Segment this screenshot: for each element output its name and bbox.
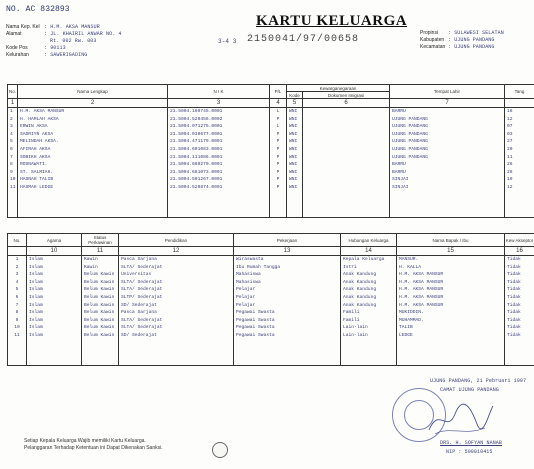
header-right bbox=[420, 26, 504, 50]
table-cell: BARRU bbox=[392, 162, 406, 168]
table-cell: WNI bbox=[289, 116, 298, 122]
table-cell: P bbox=[276, 116, 280, 122]
table-cell: Belum Kawin bbox=[84, 332, 115, 338]
table-cell: Islam bbox=[29, 310, 43, 316]
table-cell: Islam bbox=[29, 264, 43, 270]
punch-hole bbox=[212, 442, 228, 458]
table-cell: 3 bbox=[15, 272, 19, 278]
table-cell: 21.5004.501267.0001 bbox=[170, 177, 223, 183]
col-number: 7 bbox=[390, 99, 505, 108]
table-cell: Belum Kawin bbox=[84, 325, 115, 331]
table-cell: Anak Kandung bbox=[343, 279, 377, 285]
table-cell: 10 bbox=[14, 325, 20, 331]
table-cell: TALIB bbox=[399, 325, 413, 331]
document-number: 2150041/97/00658 bbox=[247, 34, 360, 45]
table-cell: 21.5004.681073.0001 bbox=[170, 169, 223, 175]
table-cell: Belum Kawin bbox=[84, 294, 115, 300]
table-cell: 9 bbox=[10, 169, 13, 175]
table-cell: 7 bbox=[10, 154, 13, 160]
table-cell: Ibu Rumah Tangga bbox=[236, 264, 281, 270]
table-cell: P bbox=[276, 131, 280, 137]
table-cell: 1 bbox=[15, 257, 19, 262]
signature-name: DRS. H. SOFYAN NANAB bbox=[440, 440, 503, 446]
signature-office: CAMAT UJUNG PANDANG bbox=[440, 387, 499, 393]
table-cell: 21.5004.471179.0001 bbox=[170, 139, 223, 145]
col-header-akseptor: Kew Akseptor bbox=[505, 234, 534, 247]
family-details-table bbox=[7, 233, 534, 366]
table-cell: MANSUR. bbox=[399, 257, 419, 262]
table-cell: Pelajar bbox=[236, 294, 256, 300]
table-cell: SOBIKH AKSA bbox=[20, 154, 51, 160]
col-nama-ortu bbox=[397, 256, 505, 366]
table-cell: Tidak bbox=[507, 310, 521, 316]
table-cell: WNI bbox=[289, 162, 298, 168]
table-cell: 12 bbox=[507, 184, 513, 190]
header-field-address: Alamat : JL. KHAIRIL ANWAR NO. 4 bbox=[6, 31, 122, 37]
table-cell: 2 bbox=[15, 264, 19, 270]
table-cell: Pelajar bbox=[236, 302, 256, 308]
col-no bbox=[8, 256, 27, 366]
table-cell: Islam bbox=[29, 257, 43, 262]
table-cell: SLTA/ Sederajat bbox=[121, 287, 163, 293]
table-cell: SADRIYN AKSA bbox=[20, 131, 54, 137]
table-cell: SD/ Sederajat bbox=[121, 302, 157, 308]
table-cell: UJUNG PANDANG bbox=[392, 116, 428, 122]
col-nama bbox=[18, 108, 168, 218]
table-cell: Wiraswasta bbox=[236, 257, 264, 262]
table-cell: 4 bbox=[10, 131, 13, 137]
table-cell: P bbox=[276, 139, 280, 145]
table-cell: MUHAMMAD. bbox=[399, 317, 424, 323]
table-cell: BARRU bbox=[392, 169, 406, 175]
table-cell: Anak Kandung bbox=[343, 302, 377, 308]
table-cell: WNI bbox=[289, 184, 298, 190]
serial-number: NO. AC 832893 bbox=[6, 5, 70, 14]
col-header-no: No. bbox=[8, 85, 18, 99]
table-cell: UJUNG PANDANG bbox=[392, 131, 428, 137]
header-field-district: Kecamatan : UJUNG PANDANG bbox=[420, 44, 495, 50]
col-pekerjaan bbox=[234, 256, 341, 366]
table-cell: 21.5004.030677.0001 bbox=[170, 131, 223, 137]
table-cell: HASMAH LEDGE bbox=[20, 184, 54, 190]
table-cell: Islam bbox=[29, 317, 43, 323]
table-cell: 5 bbox=[15, 287, 19, 293]
table-cell: 6 bbox=[15, 294, 19, 300]
footer-note-1: Setiap Kepala Keluarga Wajib memiliki Kartu Keluarga. bbox=[24, 438, 146, 444]
col-number: 4 bbox=[270, 99, 287, 108]
table-cell: 27 bbox=[507, 139, 513, 145]
table-cell: UJUNG PANDANG bbox=[392, 154, 428, 160]
col-status bbox=[82, 256, 119, 366]
table-cell: SLTP/ Sederajat bbox=[121, 294, 163, 300]
table-cell: Islam bbox=[29, 287, 43, 293]
table-cell: Mahasiswa bbox=[236, 279, 261, 285]
col-number: 2 bbox=[18, 99, 168, 108]
col-number: 6 bbox=[303, 99, 390, 108]
header-field-regency: Kabupaten : UJUNG PANDANG bbox=[420, 37, 495, 43]
table-cell: HASNAH TALIB bbox=[20, 177, 54, 183]
col-number: 1 bbox=[8, 99, 18, 108]
col-kode bbox=[287, 108, 303, 218]
table-cell: 6 bbox=[10, 146, 13, 152]
table-cell: SLTA/ Sederajat bbox=[121, 325, 163, 331]
col-number: 13 bbox=[234, 247, 341, 256]
col-header-kode: Kode bbox=[287, 92, 303, 99]
table-cell: SLTA/ Sederajat bbox=[121, 317, 163, 323]
col-tanggal bbox=[505, 108, 534, 218]
table-cell: 8 bbox=[15, 310, 19, 316]
table-cell: Famili bbox=[343, 310, 360, 316]
table-cell: MELINDAH AKSA. bbox=[20, 139, 59, 145]
table-cell: Belum Kawin bbox=[84, 279, 115, 285]
table-cell: 16 bbox=[507, 109, 513, 114]
table-cell: 12 bbox=[507, 116, 513, 122]
table-cell: 9 bbox=[15, 317, 19, 323]
header-field-postcode: Kode Pos : 90113 bbox=[6, 45, 66, 51]
table-cell: 10 bbox=[507, 177, 513, 183]
signature-place-date: UJUNG PANDANG, 21 Pebruari 1997 bbox=[430, 378, 527, 384]
table-cell: 11 bbox=[14, 332, 20, 338]
table-cell: BARRU bbox=[392, 109, 406, 114]
table-cell: P bbox=[276, 146, 280, 152]
col-header-hubungan: Hubungan Keluarga bbox=[341, 234, 397, 247]
table-cell: H.M. AKSA MANSUR bbox=[399, 279, 444, 285]
col-header-pekerjaan: Pekerjaan bbox=[234, 234, 341, 247]
table-cell: UJUNG PANDANG bbox=[392, 139, 428, 145]
table-cell: H.M. AKSA MANSUR bbox=[399, 302, 444, 308]
col-agama bbox=[27, 256, 82, 366]
table-cell: Lain-lain bbox=[343, 332, 368, 338]
table-cell: Tidak bbox=[507, 264, 521, 270]
table-cell: Islam bbox=[29, 302, 43, 308]
col-header-nama: Nama Lengkap bbox=[18, 85, 168, 99]
family-members-table bbox=[7, 84, 534, 218]
table-cell: SLTA/ Sederajat bbox=[121, 279, 163, 285]
col-tempat-lahir bbox=[390, 108, 505, 218]
table-cell: Belum Kawin bbox=[84, 287, 115, 293]
table-cell: WNI bbox=[289, 154, 298, 160]
table-cell: 21.5004.111086.0001 bbox=[170, 154, 223, 160]
table-cell: 21.5004.520456.0002 bbox=[170, 116, 223, 122]
table-cell: Belum Kawin bbox=[84, 310, 115, 316]
table-cell: Pelajar bbox=[236, 287, 256, 293]
table-cell: SLTA/ Sederajat bbox=[121, 264, 163, 270]
table-cell: L bbox=[276, 124, 280, 130]
col-header-nik: N I K bbox=[168, 85, 270, 99]
col-header-tanggal: Tang bbox=[505, 85, 534, 99]
col-header-dokumen: Dokumen Imigrasi bbox=[303, 92, 390, 99]
table-cell: Tidak bbox=[507, 325, 521, 331]
table-cell: Tidak bbox=[507, 279, 521, 285]
table-cell: UJUNG PANDANG bbox=[392, 146, 428, 152]
table-cell: 21.5004.071275.0001 bbox=[170, 124, 223, 130]
table-cell: 26 bbox=[507, 162, 513, 168]
col-number: 3 bbox=[168, 99, 270, 108]
table-cell: H.M. AKSA MANSUR bbox=[399, 294, 444, 300]
col-number: 14 bbox=[341, 247, 397, 256]
table-cell: WNI bbox=[289, 124, 298, 130]
table-cell: H. HAMLAH AKSA bbox=[20, 116, 59, 122]
header-field-province: Propinsi : SULAWESI SELATAN bbox=[420, 30, 504, 36]
table-cell: 20 bbox=[507, 146, 513, 152]
col-header-no: No. bbox=[8, 234, 27, 247]
table-cell: Lain-lain bbox=[343, 325, 368, 331]
table-cell: Tidak bbox=[507, 257, 521, 262]
table-cell: Tidak bbox=[507, 317, 521, 323]
col-no bbox=[8, 108, 18, 218]
table-cell: Islam bbox=[29, 294, 43, 300]
document-title: KARTU KELUARGA bbox=[256, 13, 408, 29]
table-cell: Tidak bbox=[507, 332, 521, 338]
col-nik bbox=[168, 108, 270, 218]
table-cell: P bbox=[276, 162, 280, 168]
table-cell: WNI bbox=[289, 131, 298, 137]
table-cell: Kepala Keluarga bbox=[343, 257, 385, 262]
col-header-status: Status Perkawinan bbox=[82, 234, 119, 247]
table-cell: 21.5004.601083.0001 bbox=[170, 146, 223, 152]
col-number bbox=[505, 99, 534, 108]
table-cell: Pasca Sarjana bbox=[121, 310, 157, 316]
table-cell: 11 bbox=[507, 154, 513, 160]
table-cell: 10 bbox=[10, 177, 16, 183]
table-cell: 07 bbox=[507, 124, 513, 130]
table-cell: UJUNG PANDANG bbox=[392, 124, 428, 130]
table-cell: Islam bbox=[29, 272, 43, 278]
table-cell: SINJAI bbox=[392, 184, 409, 190]
table-cell: P bbox=[276, 169, 280, 175]
header-left bbox=[6, 20, 122, 58]
table-cell: 11 bbox=[10, 184, 16, 190]
table-cell: 1 bbox=[10, 109, 13, 114]
table-cell: Islam bbox=[29, 279, 43, 285]
table-cell: Istri bbox=[343, 264, 357, 270]
table-cell: Belum Kawin bbox=[84, 317, 115, 323]
table-cell: Islam bbox=[29, 332, 43, 338]
table-cell: 3 bbox=[10, 124, 13, 130]
table-cell: P bbox=[276, 154, 280, 160]
table-cell: 21.5004.160745.0001 bbox=[170, 109, 223, 114]
col-number: 10 bbox=[27, 247, 82, 256]
table-cell: Anak Kandung bbox=[343, 272, 377, 278]
header-field-rtrw: Rt. 002 Rw. 003 bbox=[50, 38, 97, 44]
col-pl bbox=[270, 108, 287, 218]
col-akseptor bbox=[505, 256, 534, 366]
table-cell: 5 bbox=[10, 139, 13, 145]
table-cell: SD/ Sederajat bbox=[121, 332, 157, 338]
table-cell: WNI bbox=[289, 139, 298, 145]
table-cell: Universitas bbox=[121, 272, 152, 278]
table-cell: 7 bbox=[15, 302, 19, 308]
col-pendidikan bbox=[119, 256, 234, 366]
table-cell: Tidak bbox=[507, 302, 521, 308]
footer-note-2: Pelanggaran Terhadap Ketentuan ini Dapat Dikenakan Sanksi. bbox=[24, 445, 163, 451]
table-cell: H. KALLA bbox=[399, 264, 422, 270]
document-number-prefix: 3-4 3 bbox=[218, 38, 237, 45]
table-cell: WNI bbox=[289, 146, 298, 152]
col-header-tempat-lahir: Tempat Lahir bbox=[390, 85, 505, 99]
table-cell: Belum Kawin bbox=[84, 302, 115, 308]
table-cell: Pegawai Swasta bbox=[236, 332, 275, 338]
table-cell: WNI bbox=[289, 169, 298, 175]
signature-scribble bbox=[425, 400, 495, 438]
table-cell: Pegawai Swasta bbox=[236, 317, 275, 323]
table-cell: ERWIN AKSA bbox=[20, 124, 48, 130]
table-cell: H.M. AKSA MANSUR bbox=[20, 109, 65, 114]
table-cell: Kawin bbox=[84, 264, 98, 270]
table-cell: Islam bbox=[29, 325, 43, 331]
table-cell: Anak Kandung bbox=[343, 294, 377, 300]
table-cell: LEDGE bbox=[399, 332, 413, 338]
col-number: 15 bbox=[397, 247, 505, 256]
table-cell: MUKIDDIN. bbox=[399, 310, 424, 316]
col-hubungan bbox=[341, 256, 397, 366]
table-cell: Belum Kawin bbox=[84, 272, 115, 278]
table-cell: AFIRAH AKSA bbox=[20, 146, 51, 152]
table-cell: WNI bbox=[289, 109, 298, 114]
table-cell: Tidak bbox=[507, 272, 521, 278]
table-cell: 03 bbox=[507, 131, 513, 137]
col-number: 16 bbox=[505, 247, 534, 256]
table-cell: SINJAI bbox=[392, 177, 409, 183]
table-cell: 21.5004.660270.0001 bbox=[170, 162, 223, 168]
table-cell: Tidak bbox=[507, 287, 521, 293]
col-header-agama: Agama bbox=[27, 234, 82, 247]
table-cell: P bbox=[276, 184, 280, 190]
table-cell: 21.5004.520874.0001 bbox=[170, 184, 223, 190]
table-cell: Tidak bbox=[507, 294, 521, 300]
table-cell: L bbox=[276, 109, 280, 114]
table-cell: Pegawai Swasta bbox=[236, 310, 275, 316]
table-cell: P bbox=[276, 177, 280, 183]
table-cell: 28 bbox=[507, 169, 513, 175]
col-number: 5 bbox=[287, 99, 303, 108]
table-cell: H.M. AKSA MANSUR bbox=[399, 287, 444, 293]
col-header-pl: P/L bbox=[270, 85, 287, 99]
table-cell: Anak Kandung bbox=[343, 287, 377, 293]
table-cell: Famili bbox=[343, 317, 360, 323]
table-cell: ST. SALMIAH. bbox=[20, 169, 54, 175]
table-cell: ROSNAWATI. bbox=[20, 162, 48, 168]
col-dokumen bbox=[303, 108, 390, 218]
table-cell: Pasca Sarjana bbox=[121, 257, 157, 262]
header-field-head: Nama Kep. Kel : H.M. AKSA MANSUR bbox=[6, 24, 100, 30]
col-number: 11 bbox=[82, 247, 119, 256]
table-cell: 8 bbox=[10, 162, 13, 168]
table-cell: WNI bbox=[289, 177, 298, 183]
col-number bbox=[8, 247, 27, 256]
col-header-nama-ortu: Nama Bapak / Ibu bbox=[397, 234, 505, 247]
table-cell: Mahasiswa bbox=[236, 272, 261, 278]
table-cell: H.M. AKSA MANSUR bbox=[399, 272, 444, 278]
header-field-kelurahan: Kelurahan : SAWERIGADING bbox=[6, 52, 88, 58]
col-header-pendidikan: Pendidikan bbox=[119, 234, 234, 247]
table-cell: 4 bbox=[15, 279, 19, 285]
table-cell: Kawin bbox=[84, 257, 98, 262]
table-cell: Pegawai Swasta bbox=[236, 325, 275, 331]
col-number: 12 bbox=[119, 247, 234, 256]
signature-nip: NIP : 500010415 bbox=[446, 449, 493, 455]
table-cell: 2 bbox=[10, 116, 13, 122]
col-header-kewarganegaraan: Kewarganegaraan bbox=[287, 85, 390, 92]
